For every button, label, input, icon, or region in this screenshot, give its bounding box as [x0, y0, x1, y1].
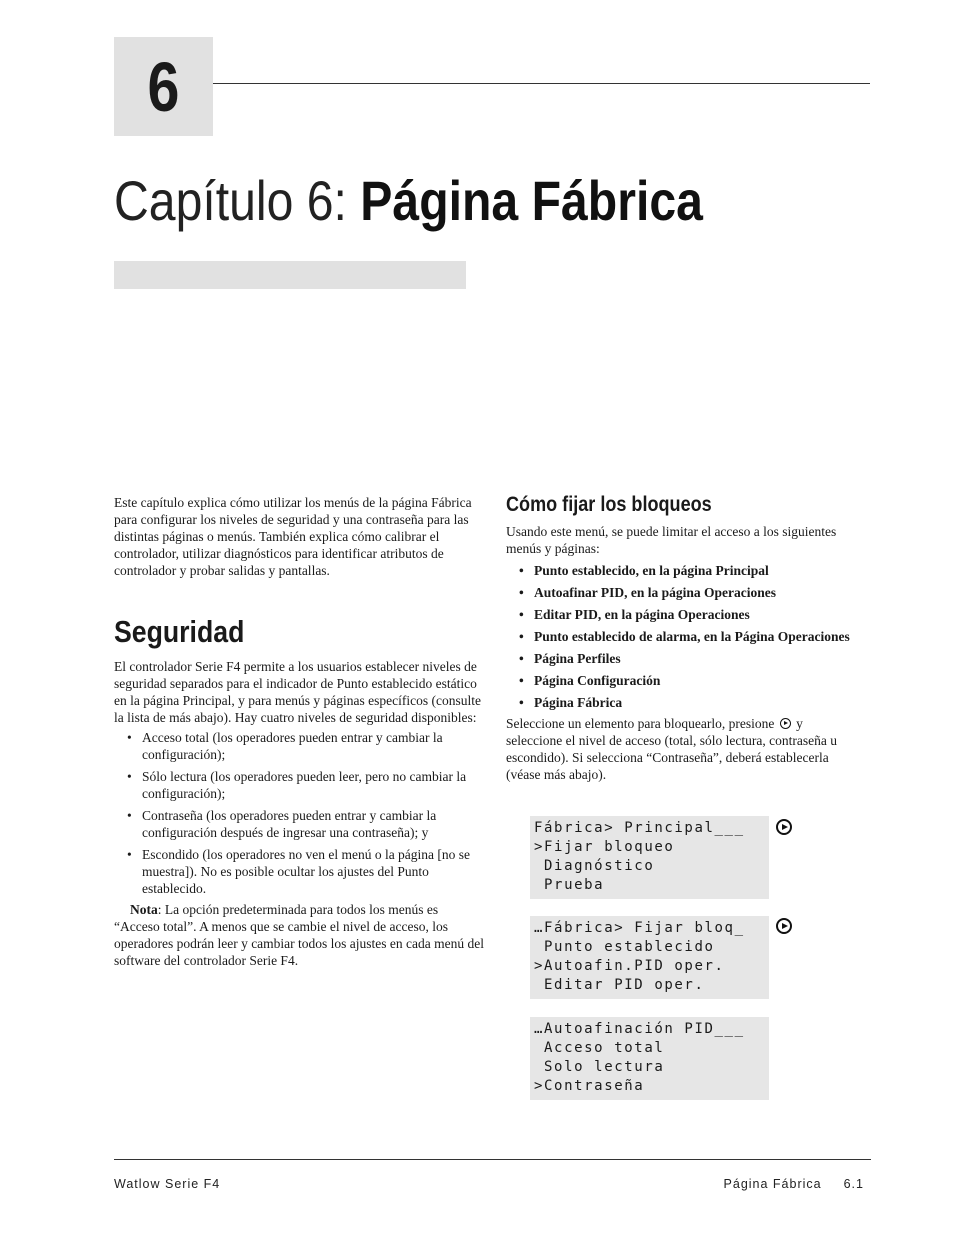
- footer-section: Página Fábrica: [723, 1177, 822, 1191]
- chapter-number-box: [114, 37, 213, 136]
- chapter-number: 6: [147, 47, 180, 126]
- lcd-line: Solo lectura: [534, 1059, 665, 1075]
- lcd-line: Punto establecido: [534, 939, 715, 955]
- lcd-line: >Fijar bloqueo: [534, 839, 675, 855]
- seguridad-body: El controlador Serie F4 permite a los usuarios establecer niveles de seguridad separados para el indicador de Punto establecido estático en la página Principal, y para menús y páginas específicos (consulte la lista de más abajo). Hay cuatro niveles de seguridad disponibles:: [114, 659, 482, 725]
- lcd-screen-autotune-pid: [530, 1017, 769, 1100]
- list-item: • Punto establecido, en la página Principal: [506, 562, 856, 579]
- title-prefix: Capítulo 6:: [114, 169, 361, 232]
- list-item: • Punto establecido de alarma, en la Página Operaciones: [506, 628, 856, 645]
- title-main: Página Fábrica: [360, 169, 703, 232]
- list-item: • Página Configuración: [506, 672, 856, 689]
- note-text: : La opción predeterminada para todos los menús es “Acceso total”. A menos que se cambie el nivel de acceso, los operadores podrán leer y cambiar todos los ajustes en cada menú del software del controlador Serie F4.: [114, 902, 484, 968]
- footer-page-info: [724, 1177, 864, 1191]
- seguridad-heading: Seguridad: [114, 614, 245, 649]
- list-item: • Editar PID, en la página Operaciones: [506, 606, 856, 623]
- lcd-line: >Contraseña: [534, 1078, 645, 1094]
- lcd-line: Acceso total: [534, 1040, 665, 1056]
- lcd-line: Editar PID oper.: [534, 977, 705, 993]
- security-levels-list: [114, 729, 484, 897]
- lcd-line: …Fábrica> Fijar bloq_: [534, 920, 745, 936]
- list-item: • Sólo lectura (los operadores pueden leer, pero no cambiar la configuración);: [114, 768, 484, 802]
- lcd-line: >Autoafin.PID oper.: [534, 958, 725, 974]
- lcd-line: Prueba: [534, 877, 605, 893]
- bloqueos-heading: Cómo fijar los bloqueos: [506, 493, 712, 516]
- right-column: [506, 492, 856, 783]
- list-item: • Autoafinar PID, en la página Operaciones: [506, 584, 856, 601]
- intro-paragraph: Este capítulo explica cómo utilizar los menús de la página Fábrica para configurar los niveles de seguridad y una contraseña para las distintas páginas o menús. También explica cómo calibrar el controlador, utilizar diagnósticos para identificar atributos de controlador y probar salidas y pantallas.: [114, 495, 472, 578]
- list-item: • Acceso total (los operadores pueden entrar y cambiar la configuración);: [114, 729, 484, 763]
- select-text-after: y seleccione el nivel de acceso (total, sólo lectura, contraseña u escondido). Si selecciona “Contraseña”, deberá establecerla (véase más abajo).: [506, 716, 837, 782]
- title-underbar: [114, 261, 466, 289]
- lcd-screen-set-lockout: [530, 916, 769, 999]
- note-label: Nota: [130, 902, 158, 917]
- circled-right-arrow-icon: [776, 918, 792, 934]
- left-column: [114, 494, 484, 969]
- header-rule: [213, 83, 870, 84]
- footer-page-number: 6.1: [843, 1177, 864, 1191]
- list-item: • Página Perfiles: [506, 650, 856, 667]
- list-item: • Contraseña (los operadores pueden entrar y cambiar la configuración después de ingresar una contraseña); y: [114, 807, 484, 841]
- circled-right-arrow-icon: [776, 819, 792, 835]
- select-text-before: Seleccione un elemento para bloquearlo, presione: [506, 716, 775, 731]
- circled-right-arrow-icon: [780, 718, 791, 729]
- lockable-menus-list: [506, 562, 856, 711]
- note-paragraph: [114, 901, 484, 969]
- page-title: [114, 166, 703, 236]
- list-item: • Escondido (los operadores no ven el menú o la página [no se muestra]). No es posible ocultar los ajustes del Punto establecido.: [114, 846, 484, 897]
- list-item: • Página Fábrica: [506, 694, 856, 711]
- footer-rule: [114, 1159, 871, 1160]
- bloqueos-intro: Usando este menú, se puede limitar el acceso a los siguientes menús y páginas:: [506, 524, 837, 556]
- select-instructions: [506, 715, 856, 783]
- lcd-screen-factory-main: [530, 816, 769, 899]
- lcd-line: …Autoafinación PID___: [534, 1021, 745, 1037]
- footer-product: Watlow Serie F4: [114, 1177, 221, 1191]
- lcd-line: Diagnóstico: [534, 858, 655, 874]
- lcd-line: Fábrica> Principal___: [534, 820, 745, 836]
